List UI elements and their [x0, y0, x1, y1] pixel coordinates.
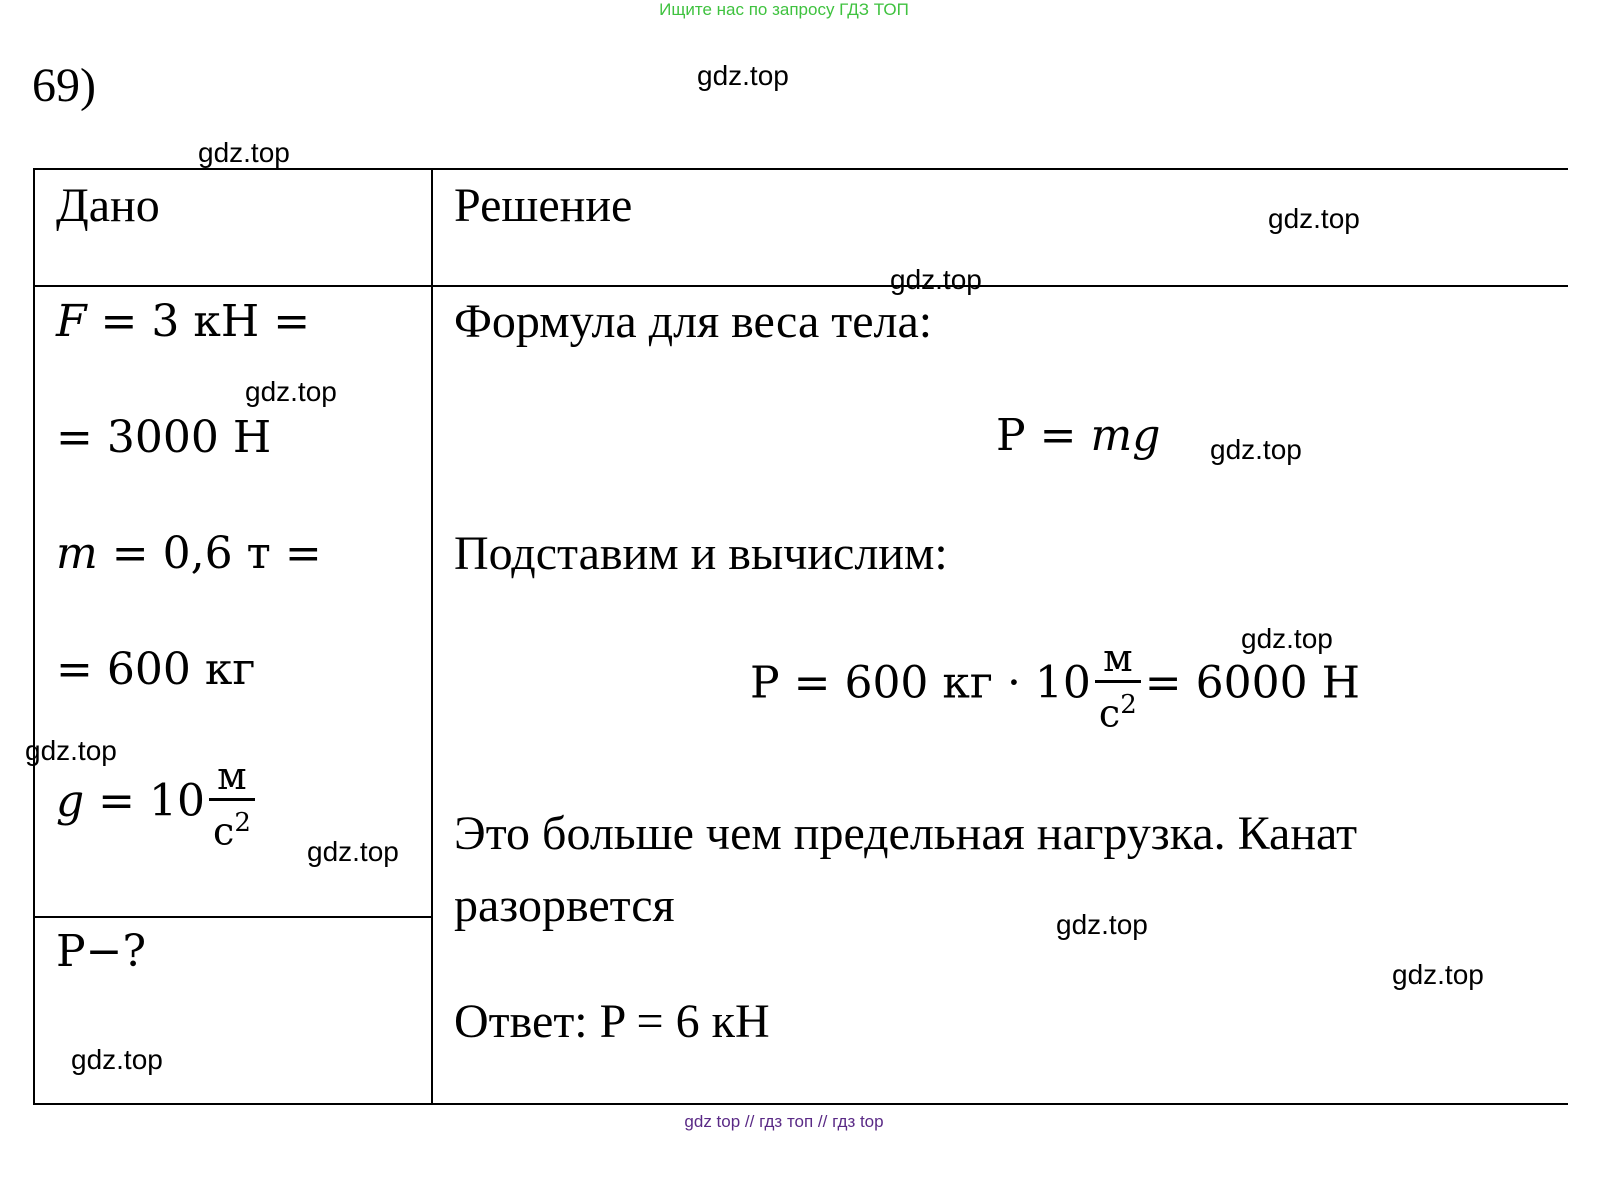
given-force-converted: = 3000 Н: [56, 412, 272, 463]
calculation-result: = 6000 Н: [1144, 657, 1360, 709]
calculation-unit-numerator: м: [1103, 636, 1133, 680]
footer-links: gdz top // гдз топ // гдз top: [684, 1112, 884, 1131]
watermark-text: gdz.top: [1268, 203, 1360, 234]
watermark-text: gdz.top: [1392, 959, 1484, 990]
solution-header: Решение: [454, 179, 633, 232]
substitute-intro: Подставим и вычислим:: [454, 527, 948, 580]
conclusion-line-2: разорвется: [454, 879, 675, 932]
calculation-left: P = 600 кг · 10: [750, 657, 1091, 709]
final-answer: Ответ: P = 6 кН: [454, 995, 770, 1048]
weight-formula-right: mg: [1090, 410, 1161, 461]
table-bottom-border: [33, 1103, 1568, 1105]
find-quantity: P−?: [56, 926, 147, 977]
conclusion-line-1: Это больше чем предельная нагрузка. Канат: [454, 807, 1358, 860]
calculation-unit-denominator: $с^2$: [1095, 680, 1141, 736]
given-gravity-line: [56, 754, 259, 854]
weight-formula: [996, 410, 1160, 461]
mass-variable: m: [56, 528, 98, 579]
table-left-border: [33, 168, 35, 1105]
watermark-text: gdz.top: [198, 137, 290, 168]
gravity-unit-denominator: $с^2$: [209, 798, 255, 854]
mass-value-t: = 0,6 т =: [111, 528, 322, 579]
gravity-variable: g: [56, 775, 85, 827]
force-value-kn: = 3 кН =: [100, 296, 311, 347]
watermark-text: gdz.top: [1210, 434, 1302, 465]
given-header: Дано: [56, 179, 160, 232]
watermark-text: gdz.top: [71, 1044, 163, 1075]
header-banner: Ищите нас по запросу ГДЗ ТОП: [659, 0, 909, 19]
given-mass-line: [56, 528, 322, 579]
watermark-text: gdz.top: [307, 836, 399, 867]
force-variable: F: [56, 296, 87, 347]
formula-intro: Формула для веса тела:: [454, 295, 933, 348]
table-header-divider: [33, 285, 1568, 287]
watermark-text: gdz.top: [1056, 909, 1148, 940]
watermark-text: gdz.top: [25, 735, 117, 766]
watermark-text: gdz.top: [697, 60, 789, 91]
watermark-text: gdz.top: [245, 376, 337, 407]
task-number: 69): [32, 59, 96, 112]
weight-formula-left: P =: [996, 410, 1077, 461]
table-column-divider: [431, 168, 433, 1105]
watermark-text: gdz.top: [890, 264, 982, 295]
gravity-unit-fraction: [209, 754, 255, 854]
gravity-value: = 10: [98, 775, 206, 827]
calculation-unit-fraction: [1095, 636, 1141, 736]
given-find-divider: [33, 916, 432, 918]
watermark-text: gdz.top: [1241, 623, 1333, 654]
given-mass-converted: = 600 кг: [56, 644, 256, 695]
gravity-unit-numerator: м: [217, 754, 247, 798]
given-force-line: [56, 296, 310, 347]
